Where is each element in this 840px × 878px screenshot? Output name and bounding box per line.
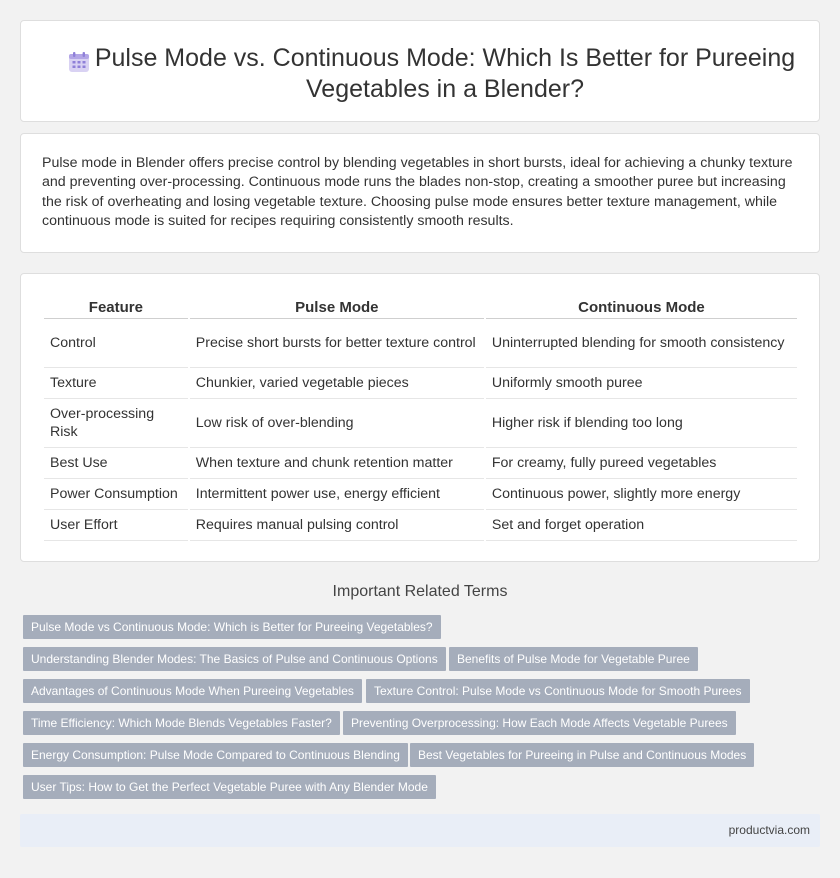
title-card	[20, 20, 820, 122]
table-cell: Chunkier, varied vegetable pieces	[190, 368, 484, 399]
table-cell: Texture	[44, 368, 188, 399]
related-term-tag[interactable]: Time Efficiency: Which Mode Blends Vegetables Faster?	[23, 711, 340, 735]
related-term-tag[interactable]: Energy Consumption: Pulse Mode Compared to Continuous Blending	[23, 743, 408, 767]
table-cell: Control	[44, 319, 188, 368]
calendar-grid-icon	[67, 51, 91, 73]
page-title: Pulse Mode vs. Continuous Mode: Which Is Better for Pureeing Vegetables in a Blender?	[94, 44, 796, 103]
header-pulse-mode: Pulse Mode	[190, 296, 484, 319]
related-terms-title: Important Related Terms	[332, 583, 508, 600]
table-cell: Set and forget operation	[486, 510, 797, 541]
intro-paragraph: Pulse mode in Blender offers precise control by blending vegetables in short bursts, ideal for achieving a chunky texture and preventing over-processing. Continuous mode runs the blades non-stop, creating a smoother puree but increasing the risk of overheating and losing vegetable texture. Choosing pulse mode ensures better texture management, while continuous mode is suited for recipes requiring consistently smooth results.	[42, 155, 793, 229]
table-cell: Requires manual pulsing control	[190, 510, 484, 541]
table-cell: Intermittent power use, energy efficient	[190, 479, 484, 510]
table-row	[44, 448, 797, 479]
table-cell: Uninterrupted blending for smooth consistency	[486, 319, 797, 368]
table-row	[44, 368, 797, 399]
table-cell: Uniformly smooth puree	[486, 368, 797, 399]
footer	[20, 814, 820, 847]
table-cell: Precise short bursts for better texture control	[190, 319, 484, 368]
intro-card	[20, 133, 820, 253]
table-row	[44, 510, 797, 541]
table-cell: Over-processing Risk	[44, 399, 188, 448]
comparison-table	[42, 296, 799, 541]
table-cell: Best Use	[44, 448, 188, 479]
header-feature: Feature	[44, 296, 188, 319]
table-cell: Low risk of over-blending	[190, 399, 484, 448]
comparison-table-card	[20, 273, 820, 562]
table-cell: Higher risk if blending too long	[486, 399, 797, 448]
related-term-tag[interactable]: Texture Control: Pulse Mode vs Continuous Mode for Smooth Purees	[366, 679, 750, 703]
related-term-tag[interactable]: Benefits of Pulse Mode for Vegetable Puree	[449, 647, 698, 671]
table-row	[44, 479, 797, 510]
related-term-tag[interactable]: Best Vegetables for Pureeing in Pulse and Continuous Modes	[410, 743, 754, 767]
footer-site-link[interactable]: productvia.com	[728, 823, 810, 837]
table-cell: When texture and chunk retention matter	[190, 448, 484, 479]
related-term-tag[interactable]: Advantages of Continuous Mode When Pureeing Vegetables	[23, 679, 362, 703]
related-term-tag[interactable]: Preventing Overprocessing: How Each Mode Affects Vegetable Purees	[343, 711, 736, 735]
related-term-tag[interactable]: Pulse Mode vs Continuous Mode: Which is Better for Pureeing Vegetables?	[23, 615, 441, 639]
table-cell: User Effort	[44, 510, 188, 541]
table-row	[44, 319, 797, 368]
related-term-tag[interactable]: User Tips: How to Get the Perfect Vegetable Puree with Any Blender Mode	[23, 775, 436, 799]
table-cell: Continuous power, slightly more energy	[486, 479, 797, 510]
header-continuous-mode: Continuous Mode	[486, 296, 797, 319]
table-cell: For creamy, fully pureed vegetables	[486, 448, 797, 479]
related-term-tag[interactable]: Understanding Blender Modes: The Basics of Pulse and Continuous Options	[23, 647, 446, 671]
table-row	[44, 399, 797, 448]
table-cell: Power Consumption	[44, 479, 188, 510]
